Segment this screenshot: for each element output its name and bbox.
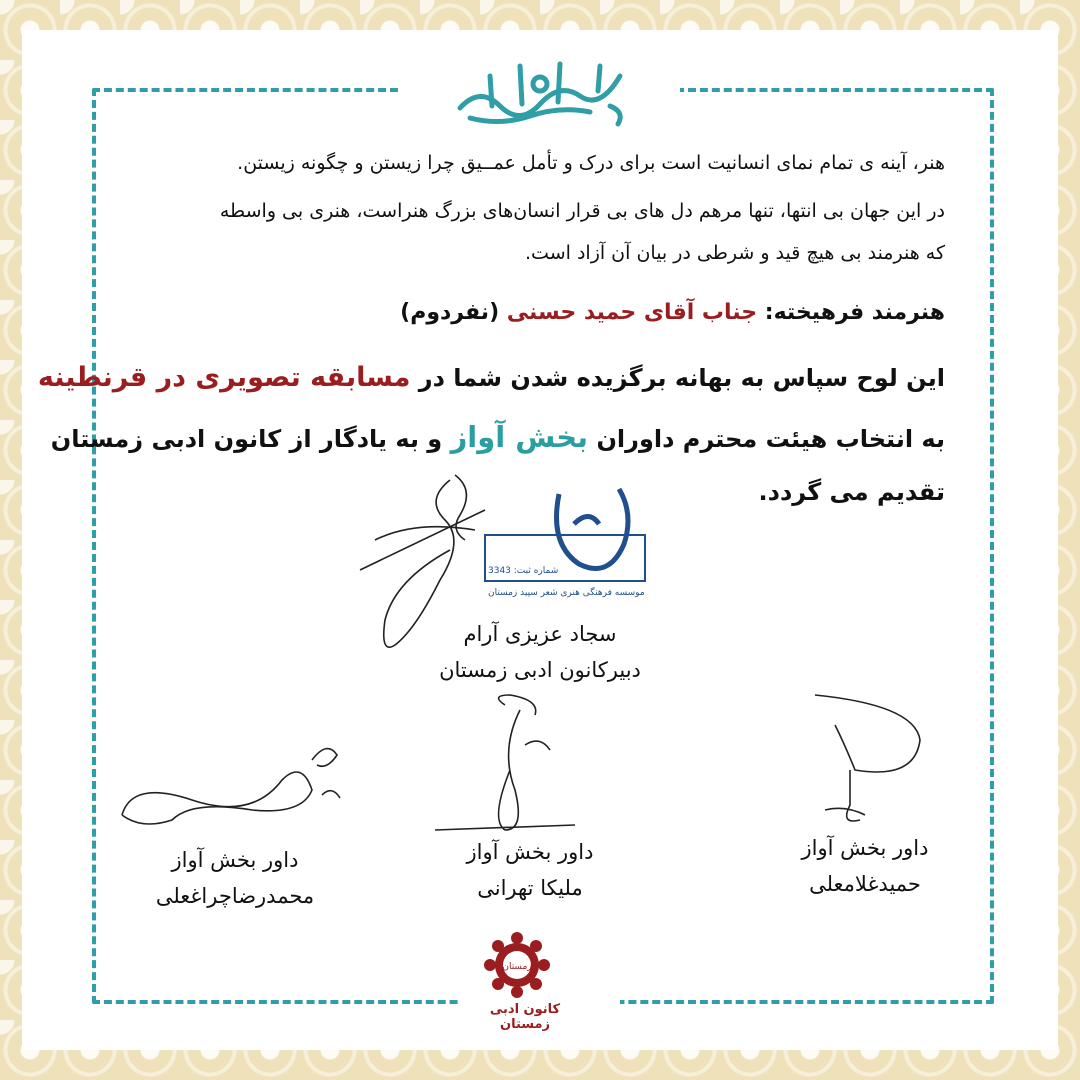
artist-prefix: هنرمند فرهیخته: [764, 300, 945, 325]
judge3-role: داور بخش آواز [801, 836, 929, 860]
secretary-title: دبیرکانون ادبی زمستان [439, 658, 641, 682]
secretary-name: سجاد عزیزی آرام [463, 622, 617, 646]
stamp-reg: شماره ثبت: 3343 [488, 566, 559, 576]
stamp-org: موسسه فرهنگی هنری شعر سپید زمستان [488, 588, 645, 598]
intro-line-2: در این جهان بی انتها، تنها مرهم دل های بی قرار انسان‌های بزرگ هنراست، هنری بی واسطه [219, 200, 945, 222]
award-line-3: تقدیم می گردد. [758, 478, 945, 506]
logo-inner-text: زمستان [502, 962, 532, 972]
intro-line-3: که هنرمند بی هیچ قید و شرطی در بیان آن آزاد است. [525, 242, 945, 264]
judge2-name: ملیکا تهرانی [477, 876, 583, 900]
award-line-1 [38, 362, 945, 393]
artist-line [400, 300, 945, 325]
judge2-role: داور بخش آواز [466, 840, 594, 864]
judge2-signature [430, 690, 580, 840]
artist-rank: (نفردوم) [400, 300, 500, 325]
logo-caption: کانون ادبی زمستان [489, 1002, 561, 1032]
artist-name: جناب آقای حمید حسنی [506, 300, 758, 325]
intro-line-1: هنر، آینه ی تمام نمای انسانیت است برای درک و تأمل عمــیق چرا زیستن و چگونه زیستن. [237, 152, 945, 174]
judge3-signature [795, 685, 935, 835]
award-text-c: و به یادگار از کانون ادبی زمستان [50, 425, 443, 453]
award-line-2 [51, 420, 945, 454]
judge1-signature [112, 720, 362, 830]
judge3-name: حمیدغلامعلی [809, 872, 921, 896]
competition-name: مسابقه تصویری در قرنطینه [37, 362, 411, 393]
basmala-calligraphy [440, 46, 640, 136]
judge1-role: داور بخش آواز [171, 848, 299, 872]
award-text-a: این لوح سپاس به بهانه برگزیده شدن شما در [418, 364, 945, 392]
judge1-name: محمدرضاچراغعلی [155, 884, 315, 908]
award-text-b: به انتخاب هیئت محترم داوران [596, 425, 945, 453]
snowflake-logo-icon [482, 930, 552, 1000]
section-name: بخش آواز [450, 420, 589, 454]
official-stamp [484, 484, 654, 614]
